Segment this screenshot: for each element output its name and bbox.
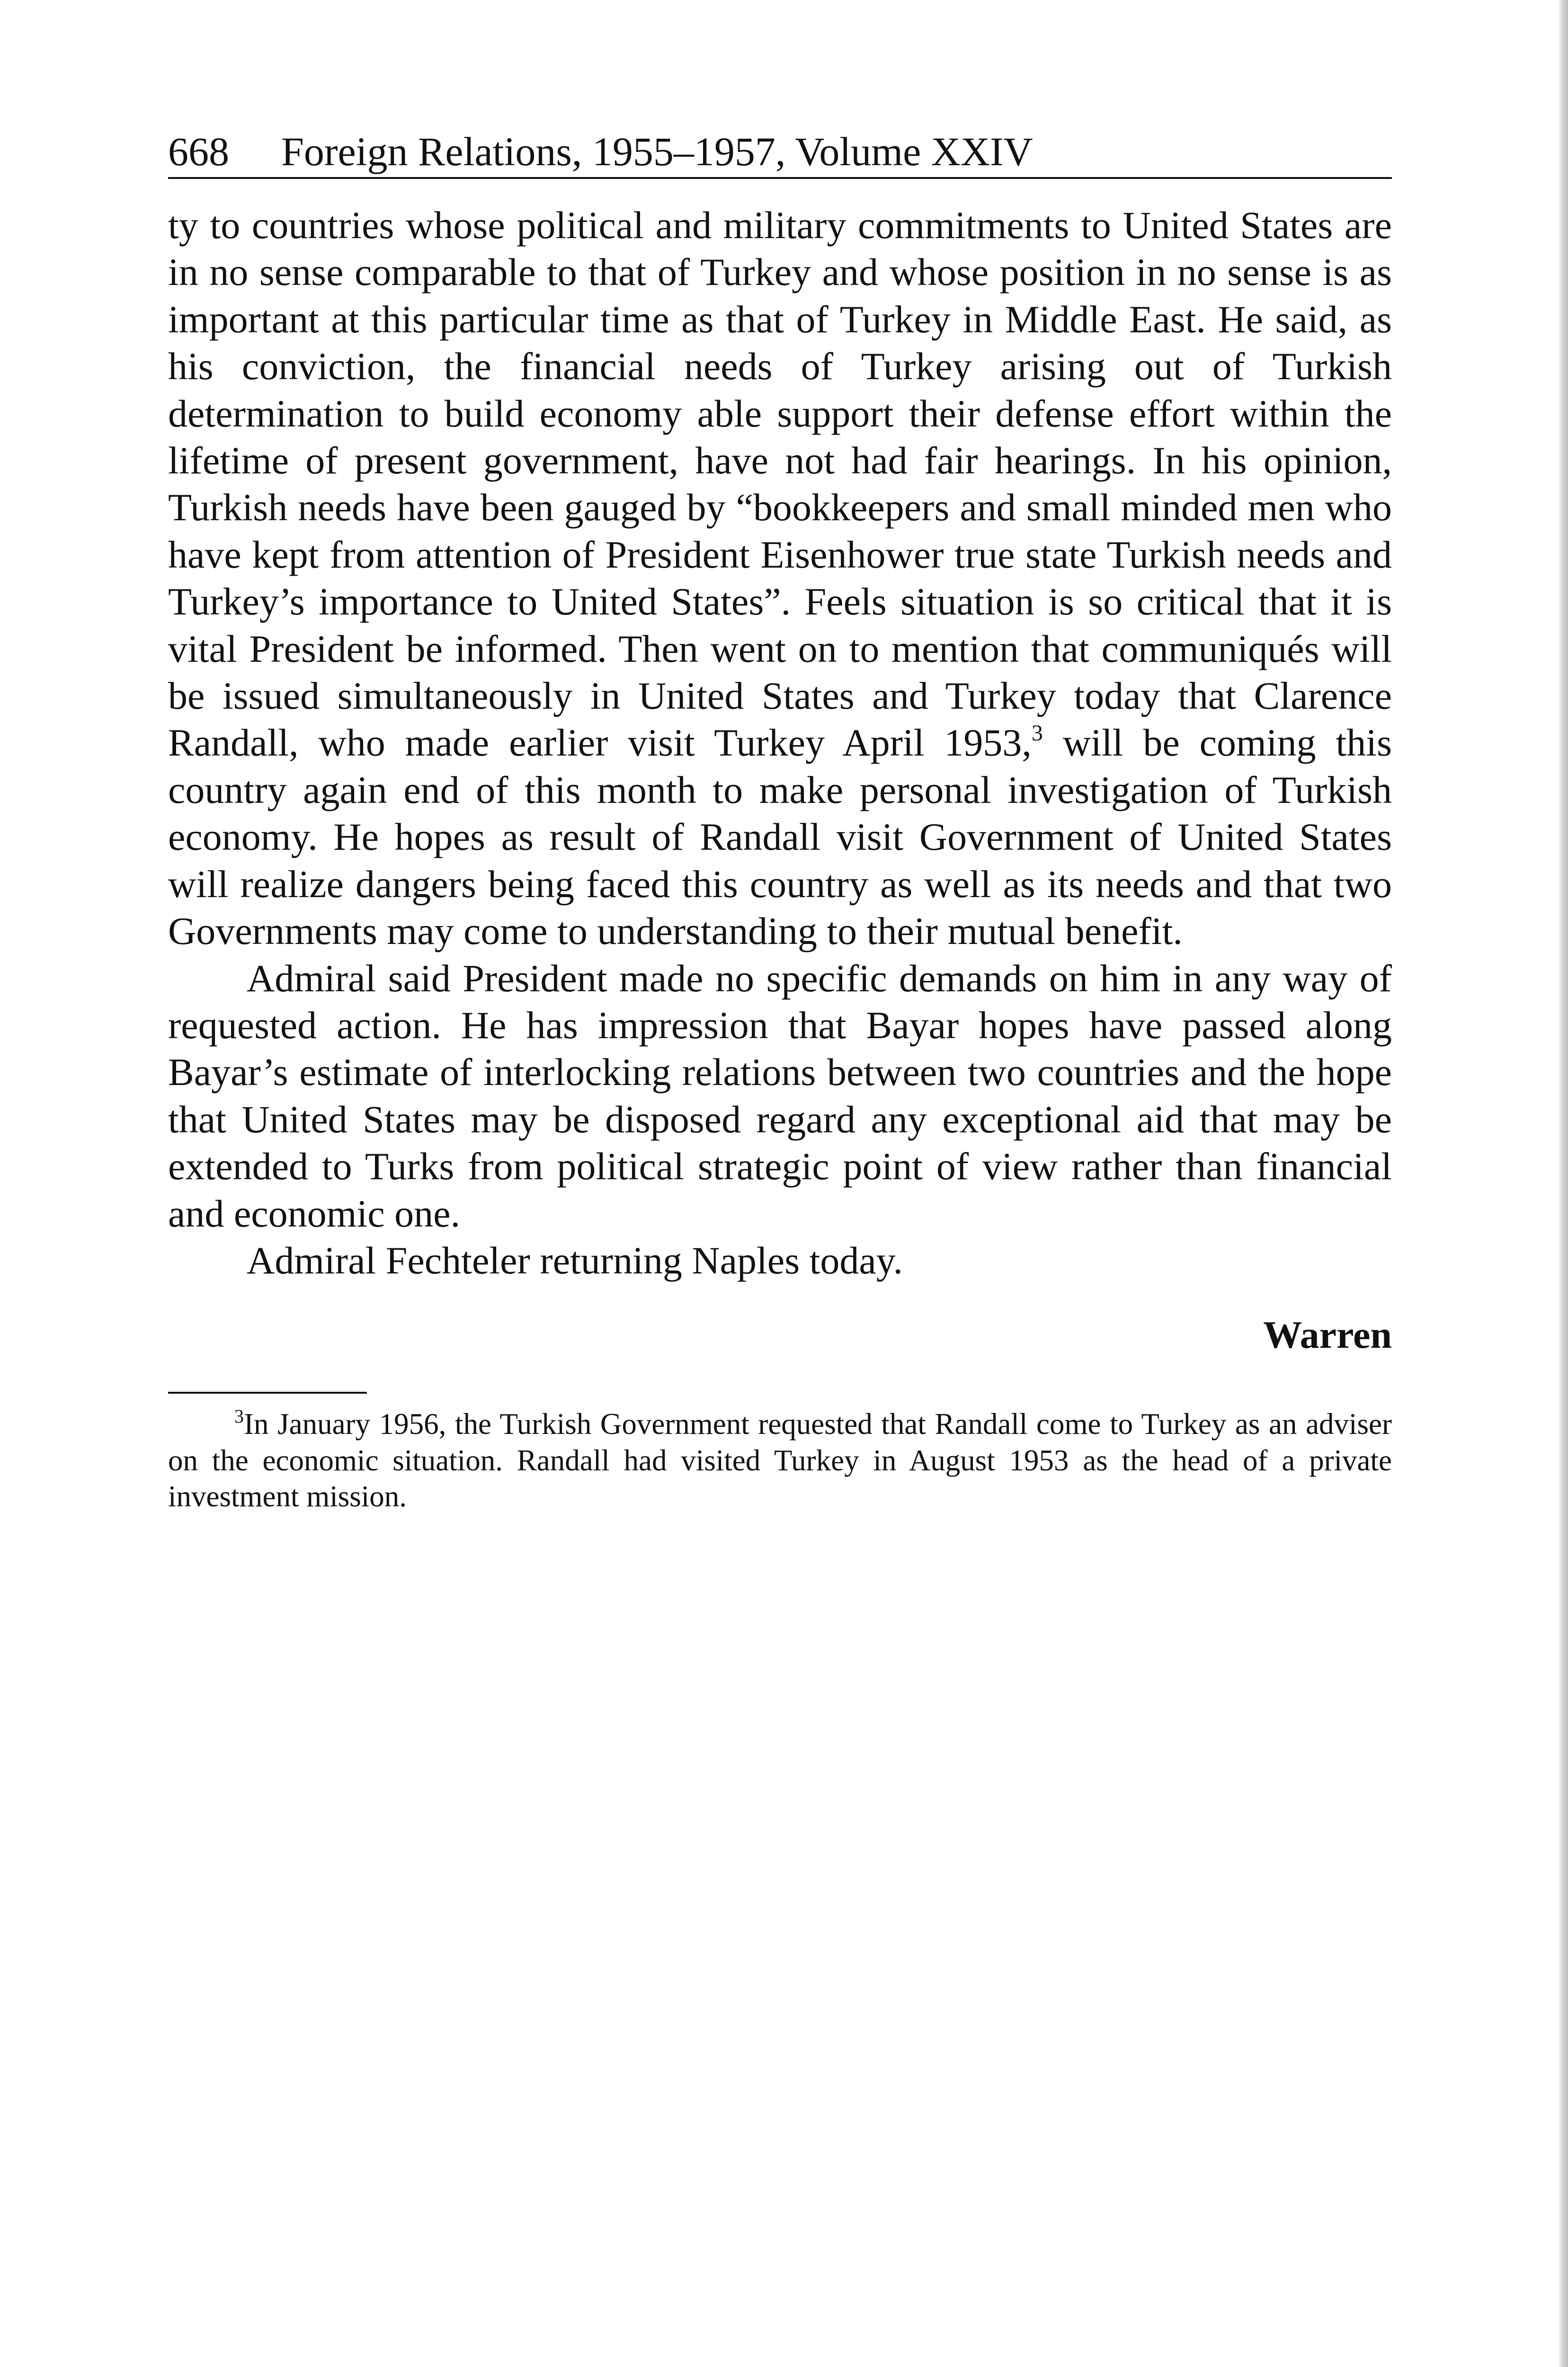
footnote-number: 3 <box>234 1406 244 1427</box>
paragraph-text: ty to countries whose political and military commitments to United States are in no sense comparable to that of Turkey and whose position in no sense is as important at this particular time as that of Turkey in Middle East. He said, as his conviction, the financial needs of Turkey arising out of Turkish determination to build economy able support their defense effort within the lifetime of present government, have not had fair hearings. In his opinion, Turkish needs have been gauged by “bookkeepers and small minded men who have kept from attention of President Eisenhower true state Turkish needs and Turkey’s importance to United States”. Feels situation is so critical that it is vital President be informed. Then went on to mention that communiqués will be issued simultaneously in United States and Turkey today that Clarence Randall, who made earlier visit Turkey April 1953, <box>168 204 1392 765</box>
running-head <box>168 128 1392 179</box>
scan-edge-shadow <box>1558 0 1568 2367</box>
footnote-text: In January 1956, the Turkish Government requested that Randall come to Turkey as an adviser on the economic situation. Randall had visited Turkey in August 1953 as the head of a private investment mission. <box>168 1407 1392 1513</box>
paragraph-admiral-fechteler: Admiral Fechteler returning Naples today. <box>247 1238 903 1282</box>
paragraph-continuation <box>168 202 1392 955</box>
paragraph-text-continued: will be coming this country again end of this month to make personal investigation of Turkish economy. He hopes as result of Randall visit Government of United States will realize dangers being faced this country as well as its needs and that two Governments may come to understanding to their mutual benefit. <box>168 721 1392 953</box>
running-head-title: Foreign Relations, 1955–1957, Volume XXIV <box>281 129 1033 174</box>
document-page <box>168 128 1392 1515</box>
document-body <box>168 202 1392 1284</box>
page-number: 668 <box>168 129 229 174</box>
footnote-divider <box>168 1392 367 1394</box>
footnote-3 <box>168 1406 1392 1515</box>
signature: Warren <box>1263 1313 1392 1357</box>
paragraph-admiral-said: Admiral said President made no specific demands on him in any way of requested action. He has impression that Bayar hopes have passed along Bayar’s estimate of interlocking relations between two countries and the hope that United States may be disposed regard any exceptional aid that may be extended to Turks from political strategic point of view rather than financial and economic one. <box>168 956 1392 1235</box>
footnote-marker <box>234 1406 244 1442</box>
footnote-reference-3: 3 <box>1031 721 1043 746</box>
